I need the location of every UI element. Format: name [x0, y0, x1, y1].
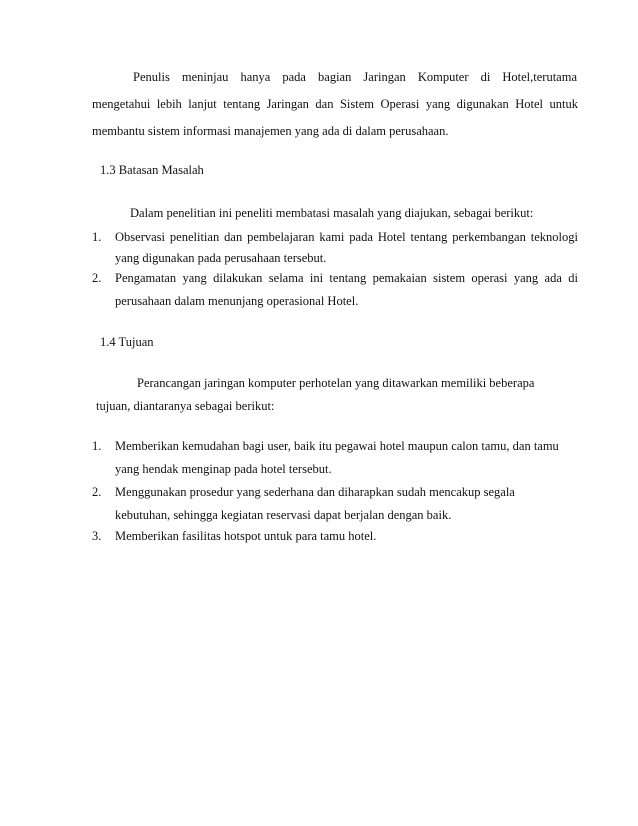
paragraph-line: Penulis meninjau hanya pada bagian Jaringan Komputer di Hotel,terutama [133, 70, 577, 84]
list-item-text: yang hendak menginap pada hotel tersebut. [115, 462, 332, 476]
list-item-number: 2. [92, 485, 102, 499]
list-item-text: yang digunakan pada perusahaan tersebut. [115, 251, 327, 265]
list-item-number: 3. [92, 529, 102, 543]
section-intro: tujuan, diantaranya sebagai berikut: [96, 399, 275, 413]
section-intro: Perancangan jaringan komputer perhotelan yang ditawarkan memiliki beberapa [137, 376, 535, 390]
paragraph-line: membantu sistem informasi manajemen yang ada di dalam perusahaan. [92, 124, 449, 138]
paragraph-line: mengetahui lebih lanjut tentang Jaringan dan Sistem Operasi yang digunakan Hotel untuk [92, 97, 578, 111]
section-heading: 1.3 Batasan Masalah [100, 163, 204, 177]
list-item-text: Pengamatan yang dilakukan selama ini tentang pemakaian sistem operasi yang ada di [115, 271, 578, 285]
list-item-number: 1. [92, 230, 102, 244]
section-heading: 1.4 Tujuan [100, 335, 154, 349]
list-item-text: Observasi penelitian dan pembelajaran kami pada Hotel tentang perkembangan teknologi [115, 230, 578, 244]
list-item-text: perusahaan dalam menunjang operasional Hotel. [115, 294, 359, 308]
list-item-number: 1. [92, 439, 102, 453]
list-item-text: kebutuhan, sehingga kegiatan reservasi dapat berjalan dengan baik. [115, 508, 452, 522]
list-item-text: Memberikan fasilitas hotspot untuk para tamu hotel. [115, 529, 377, 543]
list-item-text: Menggunakan prosedur yang sederhana dan diharapkan sudah mencakup segala [115, 485, 515, 499]
list-item-number: 2. [92, 271, 102, 285]
section-intro: Dalam penelitian ini peneliti membatasi masalah yang diajukan, sebagai berikut: [130, 206, 534, 220]
list-item-text: Memberikan kemudahan bagi user, baik itu pegawai hotel maupun calon tamu, dan tamu [115, 439, 559, 453]
